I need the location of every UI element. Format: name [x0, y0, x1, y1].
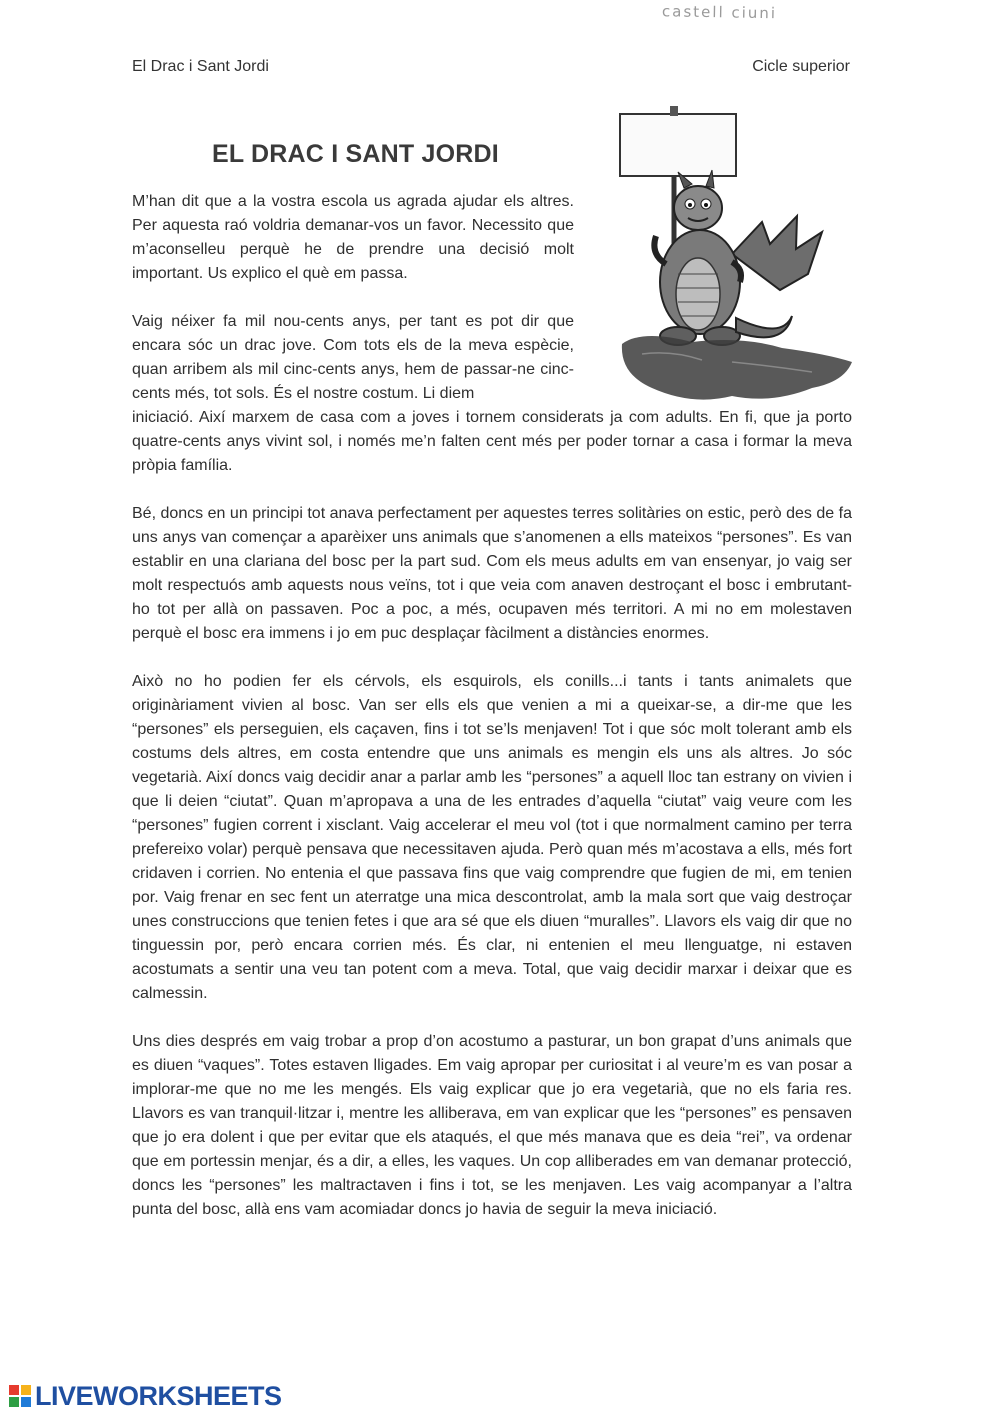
page-title: EL DRAC I SANT JORDI: [212, 140, 499, 168]
paragraph-intro: M’han dit que a la vostra escola us agrada ajudar els altres. Per aquesta raó voldria demanar-vos un favor. Necessito que m’aconselleu perquè he de prendre una decisió molt important. Us explico el què em passa.: [132, 193, 574, 282]
header-left-title: El Drac i Sant Jordi: [132, 58, 269, 75]
liveworksheets-logo: [8, 1382, 282, 1410]
paragraph-2: Bé, doncs en un principi tot anava perfectament per aquestes terres solitàries on estic, però des de fa uns anys van començar a aparèixer uns animals que s’anomenen a ells mateixos “persones”. Es van establir en una clariana del bosc per la part sud. Com els meus adults em van ensenyar, jo vaig ser molt respectuós amb aquests nous veïns, tot i que veia com anaven destroçant el bosc i embrutant-ho tot per allà on passaven. Poc a poc, a més, ocupaven més territori. A mi no em molestaven perquè el bosc era immens i jo em puc desplaçar fàcilment a distàncies enormes.: [132, 505, 852, 642]
paragraph-1-top: Vaig néixer fa mil nou-cents anys, per tant es pot dir que encara sóc un drac jove. Com tots els de la meva espècie, quan arribem als mil cinc-cents anys, hem de passar-ne cinc-cents més, tot sols. És el nostre costum. Li diem: [132, 313, 574, 402]
liveworksheets-logo-text: LIVEWORKSHEETS: [35, 1380, 282, 1411]
paragraph-4: Uns dies després em vaig trobar a prop d’on acostumo a pasturar, un bon grapat d’uns animals que es diuen “vaques”. Totes estaven lligades. Em vaig apropar per curiositat i al veure’m es van posar a implorar-me que no me les mengés. Els vaig explicar que jo era vegetarià, que no els faria res. Llavors es van tranquil·litzar i, mentre les alliberava, em van explicar que les “persones” es pensaven que jo era dolent i que per evitar que els ataqués, el que més manava que es deia “rei”, va ordenar que em portessin menjar, és a dir, a elles, les vaques. Un cop alliberades em van demanar protecció, doncs les “persones” les maltractaven i fins i tot, se les menjaven. Les vaig acompanyar a l’altra punta del bosc, allà ens vam acomiadar doncs jo havia de seguir la meva iniciació.: [132, 1033, 852, 1218]
paragraph-3: Això no ho podien fer els cérvols, els esquirols, els conills...i tants i tants animalets que originàriament vivien al bosc. Van ser ells els que venien a mi a queixar-se, a dir-me que les “persones” els perseguien, els caçaven, fins i tot se’ls menjaven! Tot i que sóc molt tolerant amb els costums dels altres, em costa entendre que uns animals es mengin els uns als altres. Jo sóc vegetarià. Així doncs vaig decidir anar a parlar amb les “persones” a aquell lloc tan estrany on vivien i que li deien “ciutat”. Quan m’apropava a una de les entrades d’aquella “ciutat” vaig veure com les “persones” fugien corrent i xisclant. Vaig accelerar el meu vol (tot i que normalment camino per terra prefereixo volar) perquè pensava que necessitaven ajuda. Però quan més m’acostava a ells, més fort cridaven i corrien. No entenia el que passava fins que vaig comprendre que fugien de mi, em tenien por. Vaig frenar en sec fent un aterratge una mica descontrolat, amb la mala sort que vaig destroçar unes construccions que tenien fetes i que ara sé que els diuen “muralles”. Llavors els vaig dir que no tinguessin por, però encara corrien més. És clar, ni entenien el meu llenguatge, ni estaven acostumats a sentir una veu tan potent com a meva. Total, que vaig decidir marxar i deixar que es calmessin.: [132, 673, 852, 1002]
liveworksheets-logo-icon: [8, 1384, 32, 1408]
letter-body: [132, 190, 852, 1246]
header-right-level: Cicle superior: [752, 58, 850, 75]
handwritten-note: castell ciuni: [661, 2, 778, 23]
paragraph-1-bottom: iniciació. Així marxem de casa com a joves i tornem considerats ja com adults. En fi, que ja porto quatre-cents anys vivint sol, i només me’n falten cent més per poder tornar a casa i formar la meva pròpia família.: [132, 409, 852, 474]
